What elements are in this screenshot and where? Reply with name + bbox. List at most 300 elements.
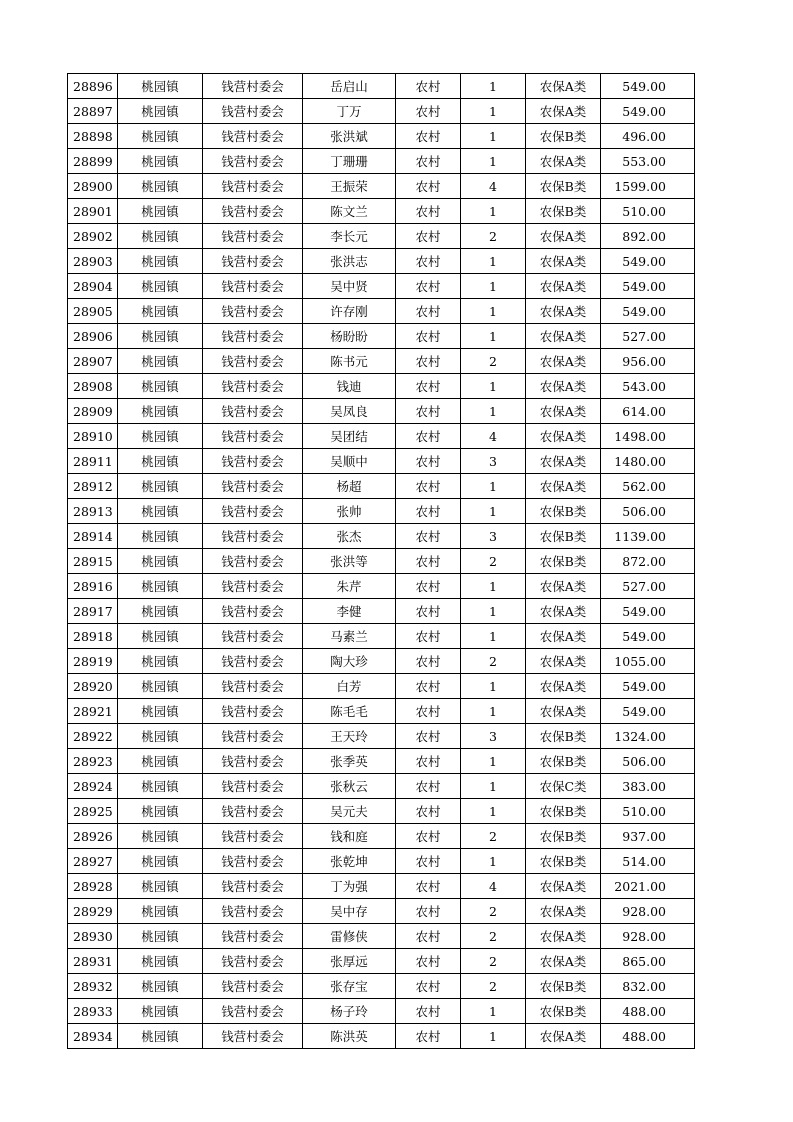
insurance-category-cell: 农保B类 <box>526 724 601 749</box>
village-committee-cell: 钱营村委会 <box>203 674 303 699</box>
household-count-cell: 2 <box>461 549 526 574</box>
insurance-category-cell: 农保A类 <box>526 249 601 274</box>
record-id-cell: 28902 <box>68 224 118 249</box>
household-count-cell: 1 <box>461 699 526 724</box>
town-cell: 桃园镇 <box>118 599 203 624</box>
household-count-cell: 1 <box>461 274 526 299</box>
residence-type-cell: 农村 <box>396 924 461 949</box>
amount-cell: 2021.00 <box>601 874 695 899</box>
village-committee-cell: 钱营村委会 <box>203 399 303 424</box>
residence-type-cell: 农村 <box>396 824 461 849</box>
household-count-cell: 1 <box>461 999 526 1024</box>
town-cell: 桃园镇 <box>118 699 203 724</box>
table-row <box>68 949 695 974</box>
household-count-cell: 1 <box>461 674 526 699</box>
village-committee-cell: 钱营村委会 <box>203 999 303 1024</box>
person-name-cell: 钱迪 <box>303 374 396 399</box>
village-committee-cell: 钱营村委会 <box>203 149 303 174</box>
person-name-cell: 马素兰 <box>303 624 396 649</box>
village-committee-cell: 钱营村委会 <box>203 424 303 449</box>
town-cell: 桃园镇 <box>118 224 203 249</box>
village-committee-cell: 钱营村委会 <box>203 974 303 999</box>
person-name-cell: 朱芹 <box>303 574 396 599</box>
amount-cell: 488.00 <box>601 999 695 1024</box>
insurance-category-cell: 农保A类 <box>526 674 601 699</box>
table-row <box>68 974 695 999</box>
residence-type-cell: 农村 <box>396 224 461 249</box>
amount-cell: 549.00 <box>601 599 695 624</box>
table-row <box>68 799 695 824</box>
household-count-cell: 3 <box>461 524 526 549</box>
residence-type-cell: 农村 <box>396 324 461 349</box>
table-row <box>68 249 695 274</box>
village-committee-cell: 钱营村委会 <box>203 74 303 99</box>
person-name-cell: 张季英 <box>303 749 396 774</box>
village-committee-cell: 钱营村委会 <box>203 299 303 324</box>
insurance-category-cell: 农保B类 <box>526 849 601 874</box>
town-cell: 桃园镇 <box>118 124 203 149</box>
residence-type-cell: 农村 <box>396 349 461 374</box>
town-cell: 桃园镇 <box>118 399 203 424</box>
record-id-cell: 28927 <box>68 849 118 874</box>
record-id-cell: 28917 <box>68 599 118 624</box>
town-cell: 桃园镇 <box>118 424 203 449</box>
town-cell: 桃园镇 <box>118 374 203 399</box>
amount-cell: 614.00 <box>601 399 695 424</box>
residence-type-cell: 农村 <box>396 74 461 99</box>
village-committee-cell: 钱营村委会 <box>203 699 303 724</box>
household-count-cell: 1 <box>461 849 526 874</box>
person-name-cell: 陈文兰 <box>303 199 396 224</box>
residence-type-cell: 农村 <box>396 699 461 724</box>
record-id-cell: 28905 <box>68 299 118 324</box>
amount-cell: 937.00 <box>601 824 695 849</box>
household-count-cell: 2 <box>461 949 526 974</box>
insurance-category-cell: 农保A类 <box>526 949 601 974</box>
town-cell: 桃园镇 <box>118 499 203 524</box>
residence-type-cell: 农村 <box>396 574 461 599</box>
household-count-cell: 2 <box>461 824 526 849</box>
person-name-cell: 李长元 <box>303 224 396 249</box>
person-name-cell: 钱和庭 <box>303 824 396 849</box>
insurance-category-cell: 农保A类 <box>526 99 601 124</box>
table-row <box>68 274 695 299</box>
person-name-cell: 丁珊珊 <box>303 149 396 174</box>
town-cell: 桃园镇 <box>118 449 203 474</box>
person-name-cell: 吴顺中 <box>303 449 396 474</box>
village-committee-cell: 钱营村委会 <box>203 799 303 824</box>
village-committee-cell: 钱营村委会 <box>203 574 303 599</box>
insurance-category-cell: 农保A类 <box>526 649 601 674</box>
person-name-cell: 白芳 <box>303 674 396 699</box>
town-cell: 桃园镇 <box>118 924 203 949</box>
town-cell: 桃园镇 <box>118 749 203 774</box>
village-committee-cell: 钱营村委会 <box>203 849 303 874</box>
village-committee-cell: 钱营村委会 <box>203 124 303 149</box>
amount-cell: 865.00 <box>601 949 695 974</box>
person-name-cell: 陈洪英 <box>303 1024 396 1049</box>
table-row <box>68 649 695 674</box>
household-count-cell: 1 <box>461 324 526 349</box>
table-row <box>68 349 695 374</box>
residence-type-cell: 农村 <box>396 624 461 649</box>
residence-type-cell: 农村 <box>396 524 461 549</box>
household-count-cell: 1 <box>461 124 526 149</box>
residence-type-cell: 农村 <box>396 849 461 874</box>
household-count-cell: 1 <box>461 374 526 399</box>
insurance-category-cell: 农保B类 <box>526 974 601 999</box>
residence-type-cell: 农村 <box>396 799 461 824</box>
record-id-cell: 28933 <box>68 999 118 1024</box>
table-row <box>68 99 695 124</box>
person-name-cell: 张杰 <box>303 524 396 549</box>
town-cell: 桃园镇 <box>118 899 203 924</box>
insurance-category-cell: 农保A类 <box>526 299 601 324</box>
village-committee-cell: 钱营村委会 <box>203 624 303 649</box>
person-name-cell: 丁万 <box>303 99 396 124</box>
household-count-cell: 1 <box>461 624 526 649</box>
person-name-cell: 张帅 <box>303 499 396 524</box>
village-committee-cell: 钱营村委会 <box>203 274 303 299</box>
record-id-cell: 28910 <box>68 424 118 449</box>
village-committee-cell: 钱营村委会 <box>203 824 303 849</box>
record-id-cell: 28912 <box>68 474 118 499</box>
insurance-category-cell: 农保B类 <box>526 124 601 149</box>
residence-type-cell: 农村 <box>396 174 461 199</box>
residence-type-cell: 农村 <box>396 149 461 174</box>
household-count-cell: 4 <box>461 174 526 199</box>
amount-cell: 549.00 <box>601 274 695 299</box>
household-count-cell: 1 <box>461 774 526 799</box>
village-committee-cell: 钱营村委会 <box>203 749 303 774</box>
household-count-cell: 1 <box>461 574 526 599</box>
insurance-category-cell: 农保A类 <box>526 74 601 99</box>
record-id-cell: 28934 <box>68 1024 118 1049</box>
amount-cell: 549.00 <box>601 99 695 124</box>
table-row <box>68 774 695 799</box>
household-count-cell: 2 <box>461 899 526 924</box>
table-row <box>68 899 695 924</box>
insurance-category-cell: 农保A类 <box>526 699 601 724</box>
table-row <box>68 124 695 149</box>
amount-cell: 928.00 <box>601 924 695 949</box>
household-count-cell: 3 <box>461 724 526 749</box>
table-row <box>68 399 695 424</box>
record-id-cell: 28918 <box>68 624 118 649</box>
town-cell: 桃园镇 <box>118 824 203 849</box>
amount-cell: 496.00 <box>601 124 695 149</box>
residence-type-cell: 农村 <box>396 274 461 299</box>
person-name-cell: 张洪等 <box>303 549 396 574</box>
village-committee-cell: 钱营村委会 <box>203 499 303 524</box>
person-name-cell: 杨盼盼 <box>303 324 396 349</box>
amount-cell: 1324.00 <box>601 724 695 749</box>
person-name-cell: 吴中存 <box>303 899 396 924</box>
record-id-cell: 28919 <box>68 649 118 674</box>
person-name-cell: 雷修侠 <box>303 924 396 949</box>
record-id-cell: 28904 <box>68 274 118 299</box>
residence-type-cell: 农村 <box>396 899 461 924</box>
village-committee-cell: 钱营村委会 <box>203 449 303 474</box>
village-committee-cell: 钱营村委会 <box>203 874 303 899</box>
insurance-category-cell: 农保B类 <box>526 749 601 774</box>
amount-cell: 1139.00 <box>601 524 695 549</box>
record-id-cell: 28898 <box>68 124 118 149</box>
village-committee-cell: 钱营村委会 <box>203 724 303 749</box>
village-committee-cell: 钱营村委会 <box>203 474 303 499</box>
village-committee-cell: 钱营村委会 <box>203 924 303 949</box>
person-name-cell: 许存刚 <box>303 299 396 324</box>
amount-cell: 549.00 <box>601 699 695 724</box>
town-cell: 桃园镇 <box>118 74 203 99</box>
amount-cell: 1498.00 <box>601 424 695 449</box>
amount-cell: 1055.00 <box>601 649 695 674</box>
residence-type-cell: 农村 <box>396 974 461 999</box>
person-name-cell: 吴中贤 <box>303 274 396 299</box>
town-cell: 桃园镇 <box>118 349 203 374</box>
residence-type-cell: 农村 <box>396 749 461 774</box>
village-committee-cell: 钱营村委会 <box>203 174 303 199</box>
village-committee-cell: 钱营村委会 <box>203 374 303 399</box>
household-count-cell: 1 <box>461 799 526 824</box>
table-row <box>68 474 695 499</box>
insurance-category-cell: 农保B类 <box>526 799 601 824</box>
residence-type-cell: 农村 <box>396 299 461 324</box>
household-count-cell: 1 <box>461 149 526 174</box>
amount-cell: 956.00 <box>601 349 695 374</box>
table-row <box>68 224 695 249</box>
person-name-cell: 张厚远 <box>303 949 396 974</box>
person-name-cell: 王振荣 <box>303 174 396 199</box>
record-id-cell: 28926 <box>68 824 118 849</box>
residence-type-cell: 农村 <box>396 399 461 424</box>
residence-type-cell: 农村 <box>396 599 461 624</box>
household-count-cell: 1 <box>461 474 526 499</box>
household-count-cell: 2 <box>461 224 526 249</box>
insurance-category-cell: 农保A类 <box>526 874 601 899</box>
record-id-cell: 28914 <box>68 524 118 549</box>
amount-cell: 506.00 <box>601 499 695 524</box>
person-name-cell: 张洪志 <box>303 249 396 274</box>
record-id-cell: 28930 <box>68 924 118 949</box>
person-name-cell: 岳启山 <box>303 74 396 99</box>
town-cell: 桃园镇 <box>118 724 203 749</box>
table-row <box>68 574 695 599</box>
amount-cell: 488.00 <box>601 1024 695 1049</box>
table-row <box>68 824 695 849</box>
insurance-category-cell: 农保B类 <box>526 499 601 524</box>
household-count-cell: 1 <box>461 249 526 274</box>
table-row <box>68 424 695 449</box>
person-name-cell: 张洪斌 <box>303 124 396 149</box>
record-id-cell: 28911 <box>68 449 118 474</box>
village-committee-cell: 钱营村委会 <box>203 1024 303 1049</box>
town-cell: 桃园镇 <box>118 174 203 199</box>
amount-cell: 928.00 <box>601 899 695 924</box>
person-name-cell: 王天玲 <box>303 724 396 749</box>
table-row <box>68 499 695 524</box>
table-row <box>68 549 695 574</box>
insurance-category-cell: 农保A类 <box>526 274 601 299</box>
amount-cell: 562.00 <box>601 474 695 499</box>
person-name-cell: 陈毛毛 <box>303 699 396 724</box>
insurance-category-cell: 农保A类 <box>526 324 601 349</box>
record-id-cell: 28920 <box>68 674 118 699</box>
residence-type-cell: 农村 <box>396 249 461 274</box>
village-committee-cell: 钱营村委会 <box>203 199 303 224</box>
insurance-category-cell: 农保A类 <box>526 349 601 374</box>
residence-type-cell: 农村 <box>396 374 461 399</box>
residence-type-cell: 农村 <box>396 549 461 574</box>
residence-type-cell: 农村 <box>396 99 461 124</box>
record-id-cell: 28909 <box>68 399 118 424</box>
table-row <box>68 299 695 324</box>
amount-cell: 1480.00 <box>601 449 695 474</box>
table-row <box>68 874 695 899</box>
household-count-cell: 2 <box>461 649 526 674</box>
record-id-cell: 28923 <box>68 749 118 774</box>
insurance-category-cell: 农保A类 <box>526 399 601 424</box>
table-row <box>68 1024 695 1049</box>
insurance-category-cell: 农保A类 <box>526 574 601 599</box>
table-row <box>68 699 695 724</box>
village-committee-cell: 钱营村委会 <box>203 249 303 274</box>
amount-cell: 549.00 <box>601 74 695 99</box>
insurance-category-cell: 农保A类 <box>526 149 601 174</box>
record-id-cell: 28907 <box>68 349 118 374</box>
village-committee-cell: 钱营村委会 <box>203 774 303 799</box>
data-table <box>67 73 695 1049</box>
town-cell: 桃园镇 <box>118 574 203 599</box>
record-id-cell: 28899 <box>68 149 118 174</box>
person-name-cell: 杨超 <box>303 474 396 499</box>
amount-cell: 872.00 <box>601 549 695 574</box>
insurance-category-cell: 农保A类 <box>526 424 601 449</box>
person-name-cell: 吴凤良 <box>303 399 396 424</box>
village-committee-cell: 钱营村委会 <box>203 649 303 674</box>
record-id-cell: 28897 <box>68 99 118 124</box>
amount-cell: 383.00 <box>601 774 695 799</box>
village-committee-cell: 钱营村委会 <box>203 324 303 349</box>
person-name-cell: 陶大珍 <box>303 649 396 674</box>
insurance-category-cell: 农保A类 <box>526 624 601 649</box>
residence-type-cell: 农村 <box>396 874 461 899</box>
amount-cell: 527.00 <box>601 324 695 349</box>
household-count-cell: 1 <box>461 99 526 124</box>
town-cell: 桃园镇 <box>118 974 203 999</box>
table-row <box>68 674 695 699</box>
amount-cell: 543.00 <box>601 374 695 399</box>
table-row <box>68 524 695 549</box>
table-row <box>68 199 695 224</box>
town-cell: 桃园镇 <box>118 99 203 124</box>
town-cell: 桃园镇 <box>118 324 203 349</box>
insurance-category-cell: 农保A类 <box>526 924 601 949</box>
insurance-category-cell: 农保B类 <box>526 199 601 224</box>
household-count-cell: 3 <box>461 449 526 474</box>
amount-cell: 506.00 <box>601 749 695 774</box>
amount-cell: 1599.00 <box>601 174 695 199</box>
insurance-category-cell: 农保A类 <box>526 374 601 399</box>
person-name-cell: 吴元夫 <box>303 799 396 824</box>
record-id-cell: 28922 <box>68 724 118 749</box>
village-committee-cell: 钱营村委会 <box>203 549 303 574</box>
town-cell: 桃园镇 <box>118 774 203 799</box>
insurance-category-cell: 农保A类 <box>526 1024 601 1049</box>
table-row <box>68 749 695 774</box>
insurance-category-cell: 农保A类 <box>526 474 601 499</box>
record-id-cell: 28931 <box>68 949 118 974</box>
household-count-cell: 2 <box>461 349 526 374</box>
residence-type-cell: 农村 <box>396 424 461 449</box>
household-count-cell: 1 <box>461 199 526 224</box>
town-cell: 桃园镇 <box>118 1024 203 1049</box>
town-cell: 桃园镇 <box>118 849 203 874</box>
table-row <box>68 149 695 174</box>
insurance-category-cell: 农保B类 <box>526 524 601 549</box>
village-committee-cell: 钱营村委会 <box>203 599 303 624</box>
household-count-cell: 1 <box>461 499 526 524</box>
household-count-cell: 4 <box>461 874 526 899</box>
record-id-cell: 28925 <box>68 799 118 824</box>
record-id-cell: 28928 <box>68 874 118 899</box>
record-id-cell: 28908 <box>68 374 118 399</box>
household-count-cell: 1 <box>461 749 526 774</box>
amount-cell: 549.00 <box>601 299 695 324</box>
town-cell: 桃园镇 <box>118 524 203 549</box>
household-count-cell: 1 <box>461 74 526 99</box>
insurance-category-cell: 农保A类 <box>526 224 601 249</box>
amount-cell: 549.00 <box>601 249 695 274</box>
record-id-cell: 28929 <box>68 899 118 924</box>
insurance-category-cell: 农保B类 <box>526 824 601 849</box>
town-cell: 桃园镇 <box>118 624 203 649</box>
person-name-cell: 李健 <box>303 599 396 624</box>
table-row <box>68 624 695 649</box>
insurance-category-cell: 农保A类 <box>526 449 601 474</box>
village-committee-cell: 钱营村委会 <box>203 899 303 924</box>
person-name-cell: 吴团结 <box>303 424 396 449</box>
insurance-category-cell: 农保A类 <box>526 599 601 624</box>
insurance-category-cell: 农保B类 <box>526 549 601 574</box>
household-count-cell: 4 <box>461 424 526 449</box>
record-id-cell: 28915 <box>68 549 118 574</box>
town-cell: 桃园镇 <box>118 274 203 299</box>
insurance-category-cell: 农保B类 <box>526 999 601 1024</box>
village-committee-cell: 钱营村委会 <box>203 99 303 124</box>
residence-type-cell: 农村 <box>396 999 461 1024</box>
record-id-cell: 28921 <box>68 699 118 724</box>
village-committee-cell: 钱营村委会 <box>203 524 303 549</box>
table-row <box>68 74 695 99</box>
table-row <box>68 999 695 1024</box>
record-id-cell: 28903 <box>68 249 118 274</box>
record-id-cell: 28900 <box>68 174 118 199</box>
table-row <box>68 374 695 399</box>
table-row <box>68 324 695 349</box>
amount-cell: 514.00 <box>601 849 695 874</box>
table-row <box>68 174 695 199</box>
amount-cell: 832.00 <box>601 974 695 999</box>
person-name-cell: 陈书元 <box>303 349 396 374</box>
town-cell: 桃园镇 <box>118 549 203 574</box>
household-count-cell: 1 <box>461 299 526 324</box>
residence-type-cell: 农村 <box>396 474 461 499</box>
residence-type-cell: 农村 <box>396 124 461 149</box>
person-name-cell: 张乾坤 <box>303 849 396 874</box>
table-row <box>68 849 695 874</box>
town-cell: 桃园镇 <box>118 674 203 699</box>
